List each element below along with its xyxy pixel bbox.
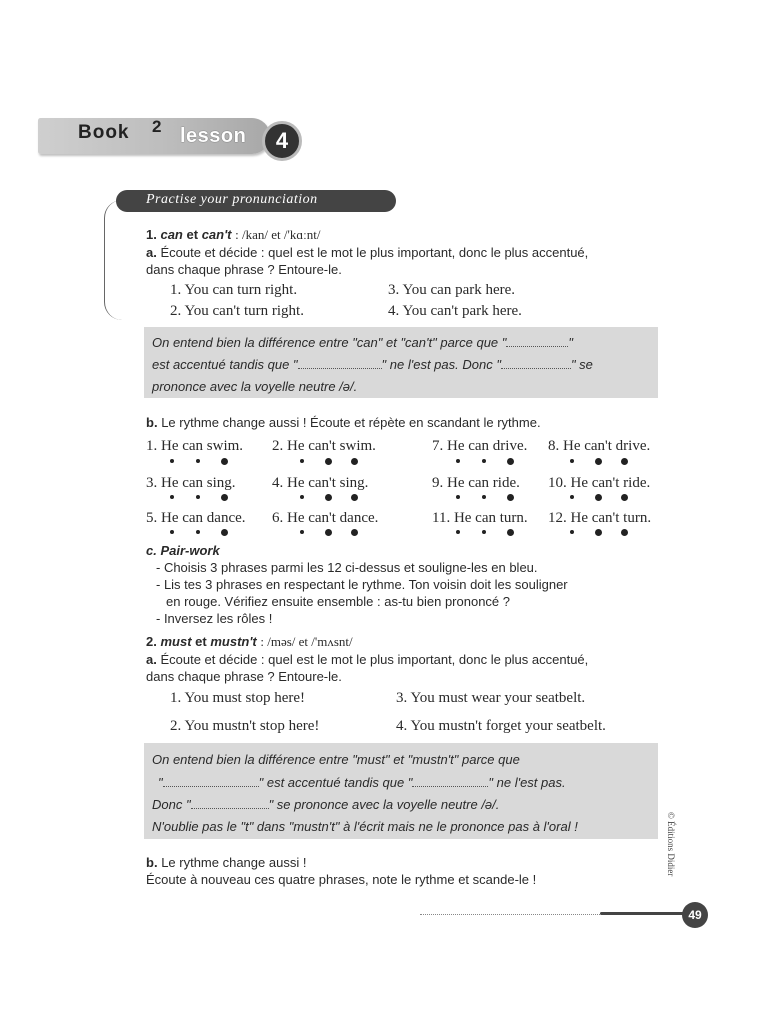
- part2-sentence-3: 3. You must wear your seatbelt.: [396, 690, 586, 706]
- lesson-number-badge: 4: [262, 121, 302, 161]
- rhythm-dot: [196, 495, 200, 499]
- rhythm-10: 10. He can't ride.: [548, 475, 651, 491]
- part2-instruction-a-2: dans chaque phrase ? Entoure-le.: [146, 669, 342, 684]
- rhythm-dot: [196, 459, 200, 463]
- rhythm-dot: [570, 530, 574, 534]
- part2-instruction-a: a. Écoute et décide : quel est le mot le plus important, donc le plus accentué,: [146, 652, 589, 667]
- rhythm-dot: [456, 459, 460, 463]
- rhythm-dot: [456, 530, 460, 534]
- part1-sentence-1: 1. You can turn right.: [170, 282, 298, 298]
- part2-instruction-b-2: Écoute à nouveau ces quatre phrases, note le rythme et scande-le !: [146, 872, 537, 887]
- part2-instruction-b: b. Le rythme change aussi !: [146, 855, 307, 870]
- rhythm-dot: [595, 529, 602, 536]
- rhythm-dot: [300, 495, 304, 499]
- part2-sentence-4: 4. You mustn't forget your seatbelt.: [396, 718, 606, 734]
- rhythm-dot: [196, 530, 200, 534]
- rule-box-2-line-4: N'oublie pas le "t" dans "mustn't" à l'écrit mais ne le prononce pas à l'oral !: [152, 819, 578, 834]
- part2-sentence-2: 2. You mustn't stop here!: [170, 718, 320, 734]
- rule-box-1-line-1: On entend bien la différence entre "can" et "can't" parce que " ": [152, 335, 574, 350]
- lesson-label: lesson: [180, 125, 247, 147]
- rhythm-dot: [570, 459, 574, 463]
- rhythm-dot: [170, 530, 174, 534]
- rhythm-3: 3. He can sing.: [146, 475, 236, 491]
- part1-instruction-a: a. Écoute et décide : quel est le mot le plus important, donc le plus accentué,: [146, 245, 589, 260]
- rhythm-dot: [300, 530, 304, 534]
- rhythm-8: 8. He can't drive.: [548, 438, 651, 454]
- book-label: Book: [78, 122, 130, 143]
- part1-pair-work-title: c. Pair-work: [146, 543, 220, 558]
- rhythm-dot: [300, 459, 304, 463]
- rule-box-2-line-2: " " est accentué tandis que " " ne l'est pas.: [158, 775, 566, 790]
- rhythm-dot: [221, 458, 228, 465]
- part1-pair-work-item-3: en rouge. Vérifiez ensuite ensemble : as-tu bien prononcé ?: [166, 594, 510, 609]
- rhythm-1: 1. He can swim.: [146, 438, 244, 454]
- part1-pair-work-item-4: - Inversez les rôles !: [156, 611, 273, 626]
- footer-accent-line: [600, 912, 684, 915]
- book-number: 2: [152, 117, 162, 136]
- section-title: Practise your pronunciation: [146, 192, 318, 207]
- rhythm-5: 5. He can dance.: [146, 510, 246, 526]
- part1-pair-work-item-2: - Lis tes 3 phrases en respectant le rythme. Ton voisin doit les souligner: [156, 577, 568, 592]
- rhythm-dot: [621, 494, 628, 501]
- page-number: 49: [682, 902, 708, 928]
- rhythm-11: 11. He can turn.: [432, 510, 528, 526]
- rhythm-dot: [621, 458, 628, 465]
- rhythm-dot: [621, 529, 628, 536]
- rhythm-dot: [351, 529, 358, 536]
- rhythm-dot: [507, 529, 514, 536]
- rhythm-dot: [570, 495, 574, 499]
- rule-box-2-line-3: Donc " " se prononce avec la voyelle neutre /ə/.: [152, 797, 500, 812]
- part1-sentence-2: 2. You can't turn right.: [170, 303, 304, 319]
- section-brace: [104, 200, 125, 320]
- rhythm-dot: [325, 494, 332, 501]
- rhythm-4: 4. He can't sing.: [272, 475, 369, 491]
- rhythm-dot: [325, 458, 332, 465]
- rhythm-dot: [170, 459, 174, 463]
- rhythm-9: 9. He can ride.: [432, 475, 520, 491]
- rhythm-dot: [351, 494, 358, 501]
- rule-box-1-line-2: est accentué tandis que " " ne l'est pas. Donc " " se: [152, 357, 593, 372]
- rhythm-dot: [221, 529, 228, 536]
- rhythm-2: 2. He can't swim.: [272, 438, 376, 454]
- part1-pair-work-item-1: - Choisis 3 phrases parmi les 12 ci-dessus et souligne-les en bleu.: [156, 560, 538, 575]
- part1-sentence-3: 3. You can park here.: [388, 282, 516, 298]
- part1-instruction-b: b. Le rythme change aussi ! Écoute et répète en scandant le rythme.: [146, 415, 541, 430]
- rhythm-dot: [221, 494, 228, 501]
- part1-instruction-a-2: dans chaque phrase ? Entoure-le.: [146, 262, 342, 277]
- rhythm-dot: [351, 458, 358, 465]
- rhythm-dot: [507, 458, 514, 465]
- rhythm-12: 12. He can't turn.: [548, 510, 652, 526]
- rhythm-dot: [325, 529, 332, 536]
- rule-box-1-line-3: prononce avec la voyelle neutre /ə/.: [152, 379, 358, 394]
- rhythm-dot: [482, 459, 486, 463]
- publisher-credit: © Éditions Didier: [666, 812, 676, 877]
- part2-sentence-1: 1. You must stop here!: [170, 690, 306, 706]
- part2-title: 2. must et mustn't : /məs/ et /'mʌsnt/: [146, 634, 353, 649]
- rhythm-dot: [482, 495, 486, 499]
- rhythm-dot: [595, 458, 602, 465]
- rule-box-2-line-1: On entend bien la différence entre "must" et "mustn't" parce que: [152, 752, 520, 767]
- part1-sentence-4: 4. You can't park here.: [388, 303, 522, 319]
- rhythm-dot: [456, 495, 460, 499]
- rhythm-dot: [507, 494, 514, 501]
- rhythm-dot: [595, 494, 602, 501]
- rhythm-dot: [170, 495, 174, 499]
- part1-title: 1. can et can't : /kan/ et /'kɑːnt/: [146, 227, 321, 242]
- rhythm-7: 7. He can drive.: [432, 438, 528, 454]
- rhythm-dot: [482, 530, 486, 534]
- rhythm-6: 6. He can't dance.: [272, 510, 379, 526]
